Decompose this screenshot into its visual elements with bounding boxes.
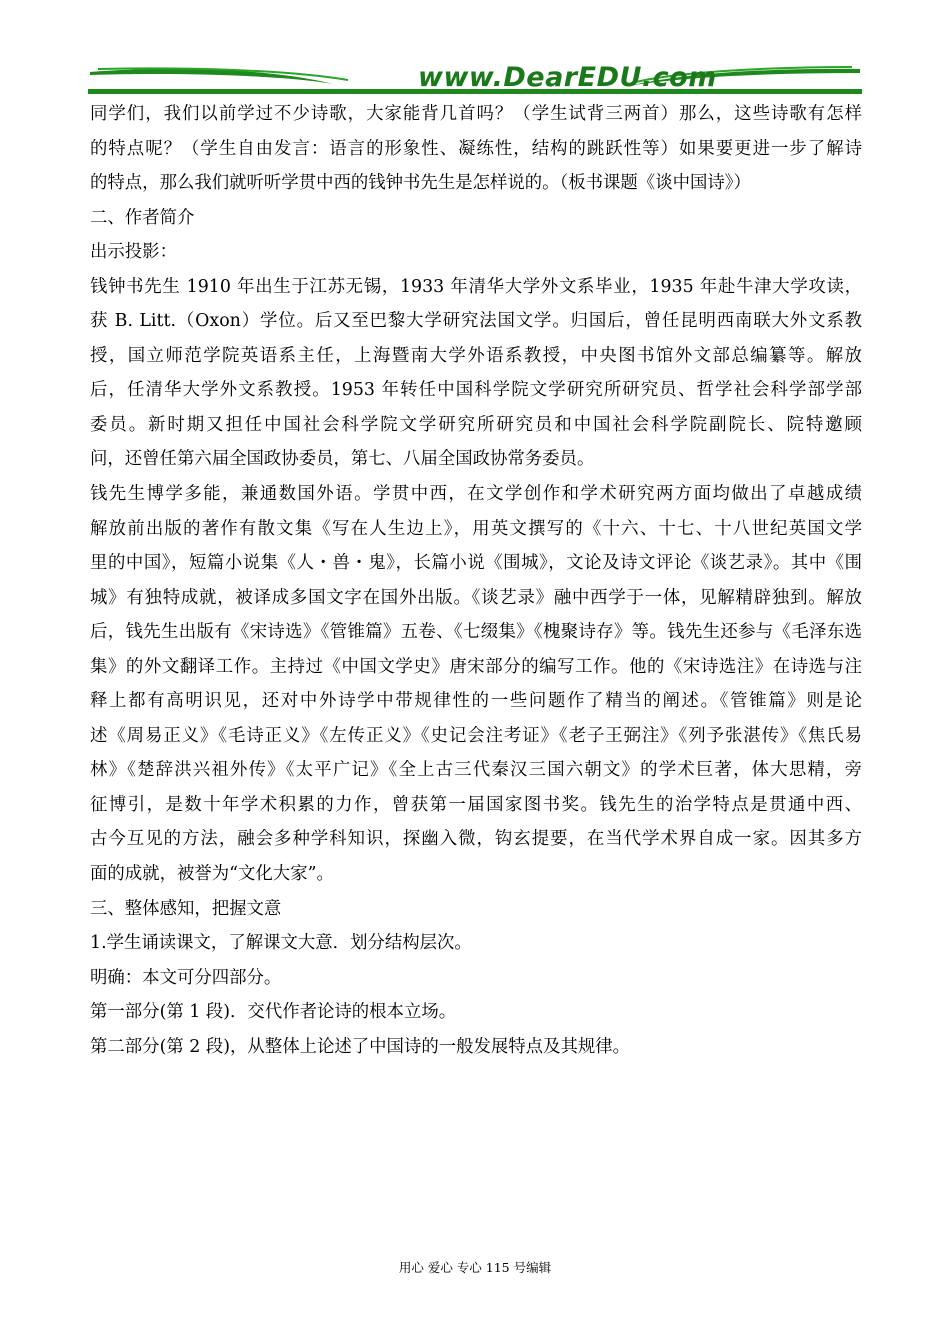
text-line: 同学们，我们以前学过不少诗歌，大家能背几首吗？（学生试背三两首）那么，这些诗歌有怎样 <box>90 104 862 124</box>
text-line: 1.学生诵读课文，了解课文大意．划分结构层次。 <box>90 933 472 954</box>
text-line: 述《周易正义》《毛诗正义》《左传正义》《史记会注考证》《老子王弼注》《列予张湛传》《焦氏易 <box>90 725 862 746</box>
text-line: 委员。新时期又担任中国社会科学院文学研究所研究员和中国社会科学院副院长、院特邀顾 <box>90 414 862 435</box>
text-line: 后，钱先生出版有《宋诗选》《管锥篇》五卷、《七缀集》《槐聚诗存》等。钱先生还参与《毛泽东选 <box>90 622 862 643</box>
text-line: 钱先生博学多能，兼通数国外语。学贯中西，在文学创作和学术研究两方面均做出了卓越成绩 <box>90 484 862 505</box>
document-body <box>90 97 862 1064</box>
text-line: 征博引，是数十年学术积累的力作，曾获第一届国家图书奖。钱先生的治学特点是贯通中西、 <box>90 794 862 815</box>
text-line: 第一部分(第 1 段)．交代作者论诗的根本立场。 <box>90 1002 457 1023</box>
text-line: 里的中国》，短篇小说集《人・兽・鬼》，长篇小说《围城》，文论及诗文评论《谈艺录》。其中《围 <box>90 553 862 574</box>
text-line: 集》的外文翻译工作。主持过《中国文学史》唐宋部分的编写工作。他的《宋诗选注》在诗选与注 <box>90 656 862 677</box>
text-line: 古今互见的方法，融会多种学科知识，探幽入微，钩玄提要，在当代学术界自成一家。因其多方 <box>90 829 862 850</box>
section-heading: 三、整体感知，把握文意 <box>90 898 282 919</box>
text-line: 的特点呢？（学生自由发言：语言的形象性、凝练性，结构的跳跃性等）如果要更进一步了解诗 <box>90 138 862 159</box>
text-line: 解放前出版的著作有散文集《写在人生边上》，用英文撰写的《十六、十七、十八世纪英国文学 <box>90 518 862 539</box>
text-line: 出示投影： <box>90 242 177 263</box>
site-logo[interactable]: www.DearEDU.com <box>418 62 717 93</box>
text-line: 问，还曾任第六届全国政协委员，第七、八届全国政协常务委员。 <box>90 449 595 470</box>
page-footer: 用心 爱心 专心 115 号编辑 <box>398 1260 552 1275</box>
text-line: 后，任清华大学外文系教授。1953 年转任中国科学院文学研究所研究员、哲学社会科学部学部 <box>90 380 862 401</box>
text-line: 林》《楚辞洪兴祖外传》《太平广记》《全上古三代秦汉三国六朝文》的学术巨著，体大思精，旁 <box>90 760 862 781</box>
text-line: 钱钟书先生 1910 年出生于江苏无锡，1933 年清华大学外文系毕业，1935 年赴牛津大学攻读， <box>90 276 862 297</box>
text-line: 第二部分(第 2 段)，从整体上论述了中国诗的一般发展特点及其规律。 <box>90 1036 631 1057</box>
text-line: 明确：本文可分四部分。 <box>90 967 282 988</box>
text-line: 城》有独特成就，被译成多国文字在国外出版。《谈艺录》融中西学于一体，见解精辟独到。解放 <box>90 587 862 608</box>
site-header <box>88 58 862 98</box>
section-heading: 二、作者简介 <box>90 207 195 228</box>
text-line: 获 B. Litt.（Oxon）学位。后又至巴黎大学研究法国文学。归国后，曾任昆明西南联大外文系教 <box>90 311 862 332</box>
text-line: 释上都有高明识见，还对中外诗学中带规律性的一些问题作了精当的阐述。《管锥篇》则是论 <box>90 691 862 712</box>
text-line: 授，国立师范学院英语系主任，上海暨南大学外语系教授，中央图书馆外文部总编纂等。解放 <box>90 345 862 366</box>
text-line: 的特点，那么我们就听听学贯中西的钱钟书先生是怎样说的。（板书课题《谈中国诗》） <box>90 173 751 194</box>
text-line: 面的成就，被誉为“文化大家”。 <box>90 864 334 885</box>
